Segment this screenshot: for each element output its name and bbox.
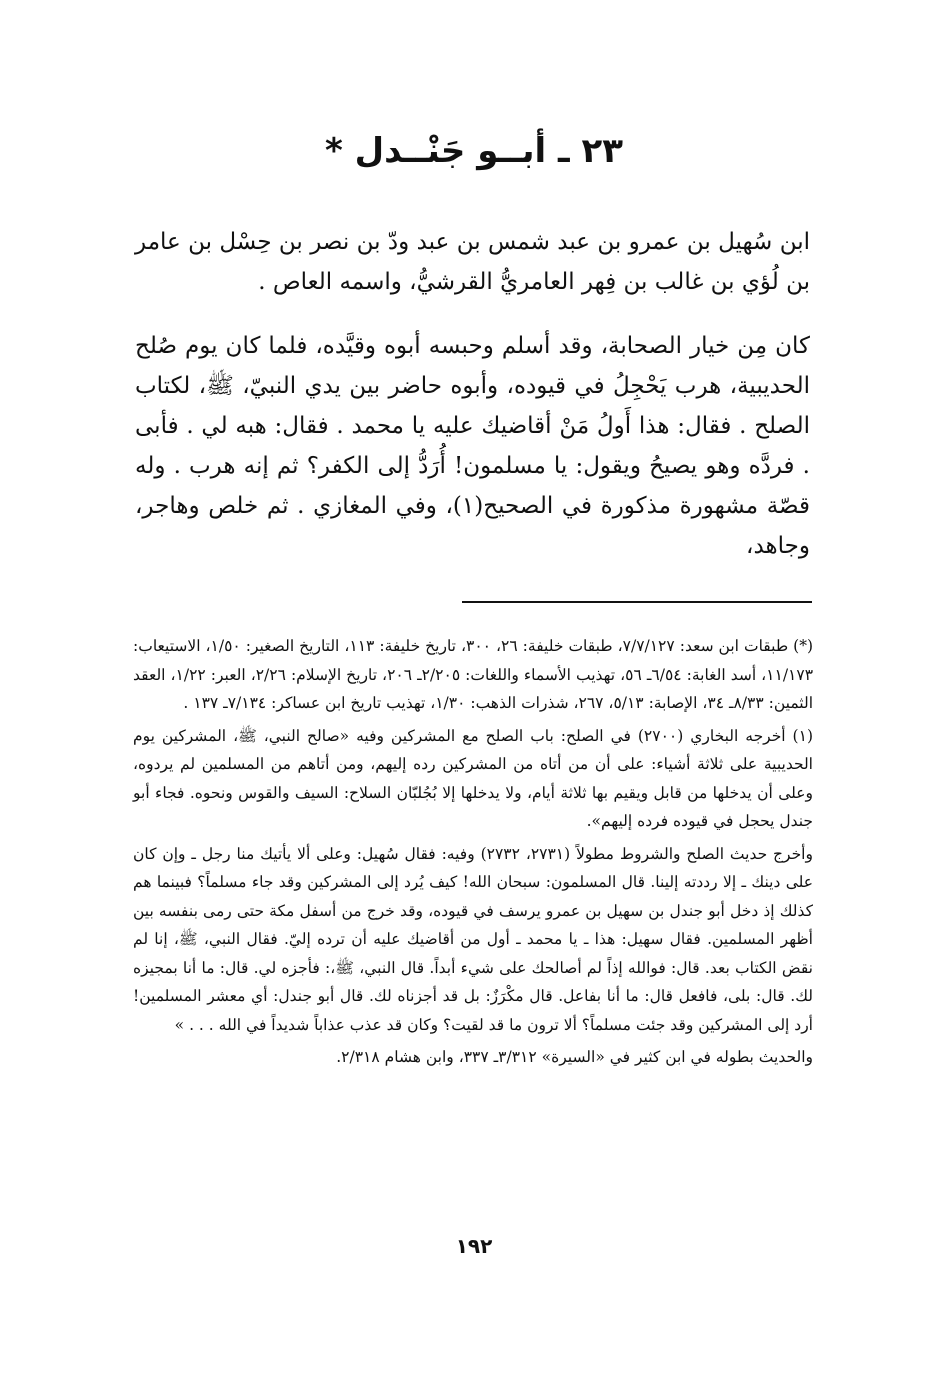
main-text [135,222,810,566]
page-number: ١٩٢ [455,1234,493,1258]
chapter-title: ٢٣ ـ أبــو جَنْــدل * [324,131,623,171]
footnote-1: (١) أخرجه البخاري (٢٧٠٠) في الصلح: باب الصلح مع المشركين وفيه «صالح النبي، ﷺ، المشركين يوم الحديبية على ثلاثة أشياء: على أن من أتاه من المشركين رده إليهم، ومن أتاهم من المسلمين لم يردوه، وعلى أن يدخلها من قابل ويقيم بها ثلاثة أيام، ولا يدخلها إلا بُجُلبّان السلاح: السيف والقوس ونحوه. فجاء أبو جندل يحجل في قيوده فرده إليهم». [133,726,813,830]
footnote-sources: (*) طبقات ابن سعد: ٧/٧/١٢٧، طبقات خليفة: ٢٦، ٣٠٠، تاريخ خليفة: ١١٣، التاريخ الصغير: ١/٥٠، الاستيعاب: ١١/١٧٣، أسد الغابة: ٦/٥٤ـ ٥٦، تهذيب الأسماء واللغات: ٢/٢٠٥ـ ٢٠٦، تاريخ الإسلام: ٢/٢٦، العبر: ١/٢٢، العقد الثمين: ٨/٣٣ـ ٣٤، الإصابة: ٥/١٣، ٢٦٧، شذرات الذهب: ١/٣٠، تهذيب تاريخ ابن عساكر: ٧/١٣٤ـ ١٣٧ . [133,637,814,712]
paragraph-lineage: ابن سُهيل بن عمرو بن عبد شمس بن عبد ودّ بن نصر بن حِسْل بن عامر بن لُؤي بن غالب بن فِهر العامريُّ القرشيُّ، واسمه العاص . [135,229,810,295]
footnote-1-continued: وأخرج حديث الصلح والشروط مطولاً (٢٧٣١، ٢٧٣٢) وفيه: فقال سُهيل: وعلى ألا يأتيك منا رجل ـ وإن كان على دينك ـ إلا رددته إلينا. قال المسلمون: سبحان الله! كيف يُرد إلى المشركين وقد جاء مسلماً؟ فبينما هم كذلك إذ دخل أبو جندل بن سهيل بن عمرو يرسف في قيوده، وقد خرج من أسفل مكة حتى رمى بنفسه بين أظهر المسلمين. فقال سهيل: هذا ـ يا محمد ـ أول من أقاضيك عليه أن ترده إليّ. فقال النبي، ﷺ، إنا لم نقض الكتاب بعد. قال: فوالله إذاً لم أصالحك على شيء أبداً. قال النبي، ﷺ،: فأجزه لي. قال: ما أنا بمجيزه لك. قال: بلى، فافعل قال: ما أنا بفاعل. قال مكْرَزٌ: بل قد أجزناه لك. قال أبو جندل: أي معشر المسلمين! أرد إلى المشركين وقد جئت مسلماً؟ ألا ترون ما قد لقيت؟ وكان قد عذب عذاباً شديداً في الله . . . » [133,844,813,1034]
paragraph-biography: كان مِن خيار الصحابة، وقد أسلم وحبسه أبوه وقيَّده، فلما كان يوم صُلح الحديبية، هرب يَحْجِلُ في قيوده، وأبوه حاضر بين يدي النبيّ، ﷺ، لكتاب الصلح . فقال: هذا أَولُ مَنْ أقاضيك عليه يا محمد . فقال: هبه لي . فأبى . فردَّه وهو يصيحُ ويقول: يا مسلمون! أُرَدُّ إلى الكفر؟ ثم إنه هرب . وله قصّة مشهورة مذكورة في الصحيح(١)، وفي المغازي . ثم خلص وهاجر، وجاهد، [135,333,810,559]
footnote-separator [462,601,812,603]
footnote-1-reference: والحديث بطوله في ابن كثير في «السيرة» ٣/٣١٢ـ ٣٣٧، وابن هشام ٢/٣١٨. [336,1048,813,1066]
footnotes [133,632,813,1072]
